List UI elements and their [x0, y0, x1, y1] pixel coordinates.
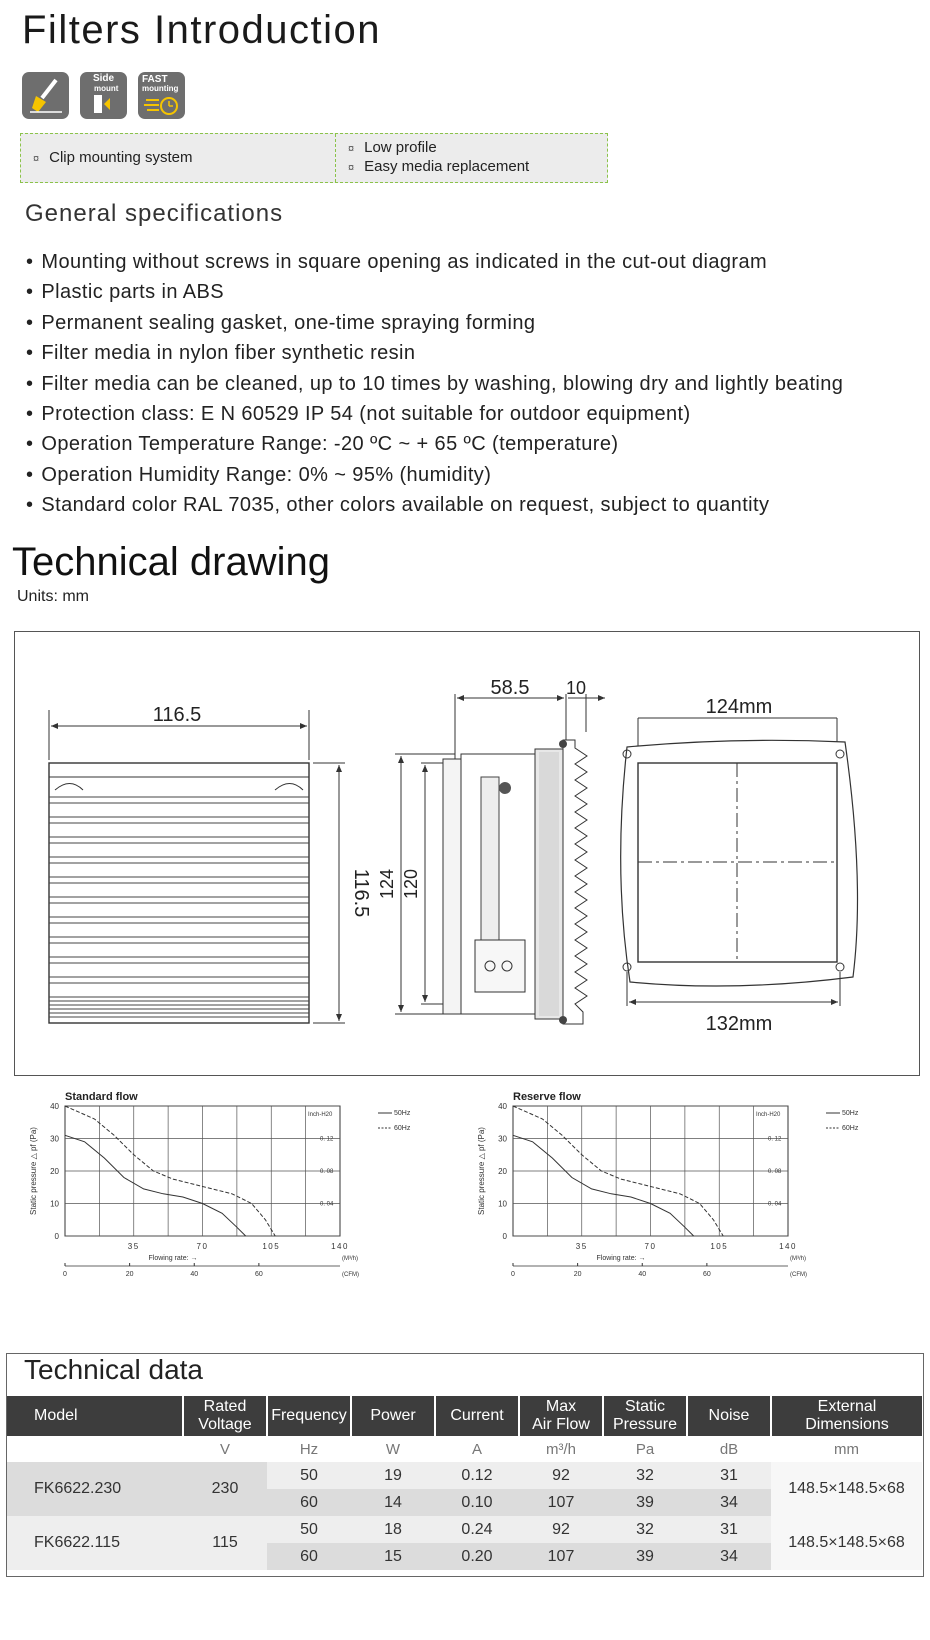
- side-mount-label: Side: [92, 73, 115, 84]
- x-unit-top: (M³/h): [342, 1256, 358, 1262]
- list-item: • Standard color RAL 7035, other colors available on request, subject to quantity: [26, 490, 843, 520]
- flow-cell: 92: [519, 1462, 603, 1489]
- col-header: Frequency: [267, 1396, 351, 1436]
- cutout-view: [621, 696, 858, 1035]
- legend-label: 60Hz: [394, 1125, 411, 1132]
- col-header: Model: [7, 1396, 183, 1436]
- cfm-tick-label: 20: [125, 1271, 134, 1278]
- y-tick-label: 0: [54, 1232, 59, 1241]
- x-unit-bottom: (CFM): [790, 1272, 807, 1278]
- y-tick-label: 40: [498, 1102, 507, 1111]
- current-cell: 0.10: [435, 1489, 519, 1516]
- x-tick-label: 105: [262, 1242, 281, 1251]
- bullet-icon: ¤: [33, 152, 40, 165]
- chart-title: Reserve flow: [513, 1091, 581, 1103]
- cutout-inner-label: 124mm: [705, 696, 773, 718]
- pressure-cell: 32: [603, 1516, 687, 1543]
- unit-cell: Pa: [603, 1436, 687, 1462]
- power-cell: 18: [351, 1516, 435, 1543]
- y-tick-label: 30: [498, 1134, 507, 1144]
- feature-item: [348, 139, 529, 158]
- series-line-50hz: [513, 1135, 694, 1236]
- x-tick-label: 35: [127, 1242, 140, 1251]
- feature-col-2: [336, 134, 541, 182]
- x-tick-label: 140: [779, 1242, 797, 1251]
- voltage-cell: 115: [183, 1516, 267, 1570]
- current-cell: 0.12: [435, 1462, 519, 1489]
- legend-label: 50Hz: [842, 1110, 859, 1117]
- chart-svg: [468, 1088, 888, 1310]
- x-tick-label: 70: [196, 1242, 209, 1251]
- freq-cell: 60: [267, 1543, 351, 1570]
- inch-tick-label: 0. 08: [768, 1169, 782, 1175]
- x-tick-label: 105: [710, 1242, 729, 1251]
- chart-title: Standard flow: [65, 1091, 138, 1103]
- list-item: • Operation Humidity Range: 0% ~ 95% (humidity): [26, 460, 843, 490]
- x-unit-top: (M³/h): [790, 1256, 806, 1262]
- inch-tick-label: 0. 08: [320, 1169, 334, 1175]
- units-row: [7, 1436, 922, 1462]
- model-cell: FK6622.115: [7, 1516, 183, 1570]
- cfm-tick-label: 20: [573, 1271, 582, 1278]
- y-tick-label: 10: [50, 1199, 59, 1209]
- col-header: Rated Voltage: [183, 1396, 267, 1436]
- front-width-label: 116.5: [152, 704, 202, 726]
- y-tick-label: 20: [50, 1167, 59, 1176]
- x-axis-label: Flowing rate: →: [148, 1255, 198, 1262]
- y-tick-label: 20: [498, 1167, 507, 1176]
- inch-tick-label: 0. 04: [768, 1201, 782, 1208]
- current-cell: 0.20: [435, 1543, 519, 1570]
- unit-cell: [7, 1436, 183, 1462]
- noise-cell: 31: [687, 1516, 771, 1543]
- technical-data-table: [7, 1396, 922, 1570]
- cfm-tick-label: 40: [190, 1271, 199, 1278]
- feature-col-1: [21, 134, 336, 182]
- feature-box: [20, 133, 608, 183]
- x-tick-label: 140: [331, 1242, 349, 1251]
- side-mount-label-2: mount: [94, 84, 119, 93]
- y-tick-label: 40: [50, 1102, 59, 1111]
- feature-item: [33, 149, 323, 168]
- inch-tick-label: 0. 04: [320, 1201, 334, 1208]
- unit-cell: dB: [687, 1436, 771, 1462]
- cfm-tick-label: 0: [63, 1271, 67, 1278]
- noise-cell: 31: [687, 1462, 771, 1489]
- side-lip-label: 10: [565, 678, 587, 698]
- bullet-icon: ¤: [348, 143, 355, 155]
- side-depth-label: 58.5: [490, 677, 530, 699]
- chart-svg: [20, 1088, 440, 1310]
- dimensions-cell: 148.5×148.5×68: [771, 1516, 922, 1570]
- cfm-tick-label: 60: [702, 1271, 711, 1278]
- unit-cell: m³/h: [519, 1436, 603, 1462]
- col-header: Power: [351, 1396, 435, 1436]
- side-view: [377, 677, 605, 1024]
- cfm-tick-label: 0: [511, 1271, 515, 1278]
- freq-cell: 50: [267, 1516, 351, 1543]
- list-item: • Protection class: E N 60529 IP 54 (not suitable for outdoor equipment): [26, 399, 843, 429]
- page-title: Filters Introduction: [22, 8, 382, 52]
- y-tick-label: 0: [502, 1232, 507, 1241]
- x-tick-label: 35: [575, 1242, 588, 1251]
- side-mount-icon: [80, 72, 127, 119]
- table-row: [7, 1516, 922, 1543]
- side-h1-label: 124: [377, 868, 397, 900]
- pressure-cell: 32: [603, 1462, 687, 1489]
- col-header: Current: [435, 1396, 519, 1436]
- power-cell: 14: [351, 1489, 435, 1516]
- inch-tick-label: 0. 12: [768, 1136, 782, 1143]
- pressure-cell: 39: [603, 1489, 687, 1516]
- unit-cell: V: [183, 1436, 267, 1462]
- side-h2-label: 120: [401, 868, 421, 900]
- freq-cell: 60: [267, 1489, 351, 1516]
- noise-cell: 34: [687, 1489, 771, 1516]
- y-axis-label: Static pressure △ pf (Pa): [477, 1127, 486, 1215]
- cfm-tick-label: 40: [638, 1271, 647, 1278]
- x-unit-bottom: (CFM): [342, 1272, 359, 1278]
- table-row: [7, 1462, 922, 1489]
- list-item: • Filter media in nylon fiber synthetic resin: [26, 338, 843, 368]
- col-header: External Dimensions: [771, 1396, 922, 1436]
- cutout-outer-label: 132mm: [705, 1013, 773, 1035]
- inch-tick-label: 0. 12: [320, 1136, 334, 1143]
- mounting-icons: [22, 72, 185, 119]
- feature-item: [348, 158, 529, 177]
- power-cell: 15: [351, 1543, 435, 1570]
- current-cell: 0.24: [435, 1516, 519, 1543]
- voltage-cell: 230: [183, 1462, 267, 1516]
- front-view: [49, 704, 372, 1023]
- freq-cell: 50: [267, 1462, 351, 1489]
- dimensions-cell: 148.5×148.5×68: [771, 1462, 922, 1516]
- power-cell: 19: [351, 1462, 435, 1489]
- flow-cell: 107: [519, 1489, 603, 1516]
- model-cell: FK6622.230: [7, 1462, 183, 1516]
- col-header: Noise: [687, 1396, 771, 1436]
- fast-label: FAST: [142, 74, 168, 85]
- unit-cell: Hz: [267, 1436, 351, 1462]
- screwdriver-icon: [22, 72, 69, 119]
- technical-drawing-title: Technical drawing: [12, 540, 330, 584]
- spec-list: [26, 247, 843, 521]
- feature-text: Clip mounting system: [49, 148, 193, 166]
- y-axis-label: Static pressure △ pf (Pa): [29, 1127, 38, 1215]
- col-header: Static Pressure: [603, 1396, 687, 1436]
- fast-mounting-icon: [138, 72, 185, 119]
- bullet-icon: ¤: [348, 162, 355, 174]
- feature-text: Low profile: [364, 139, 437, 156]
- unit-cell: A: [435, 1436, 519, 1462]
- list-item: • Operation Temperature Range: -20 ºC ~ + 65 ºC (temperature): [26, 429, 843, 459]
- y-tick-label: 10: [498, 1199, 507, 1209]
- col-header: Max Air Flow: [519, 1396, 603, 1436]
- x-axis-label: Flowing rate: →: [596, 1255, 646, 1262]
- technical-drawing: [15, 632, 919, 1075]
- legend-label: 60Hz: [842, 1125, 859, 1132]
- units-label: Units: mm: [17, 588, 89, 605]
- inch-label: Inch-H20: [308, 1112, 333, 1118]
- x-tick-label: 70: [644, 1242, 657, 1251]
- pressure-cell: 39: [603, 1543, 687, 1570]
- unit-cell: W: [351, 1436, 435, 1462]
- table-header-row: [7, 1396, 922, 1436]
- standard-flow-chart: [20, 1088, 440, 1310]
- flow-cell: 107: [519, 1543, 603, 1570]
- reserve-flow-chart: [468, 1088, 888, 1310]
- y-tick-label: 30: [50, 1134, 59, 1144]
- general-specs-title: General specifications: [25, 200, 284, 227]
- series-line-50hz: [65, 1135, 246, 1236]
- fast-label-2: mounting: [142, 84, 179, 93]
- list-item: • Filter media can be cleaned, up to 10 times by washing, blowing dry and lightly beating: [26, 369, 843, 399]
- noise-cell: 34: [687, 1543, 771, 1570]
- cfm-tick-label: 60: [254, 1271, 263, 1278]
- unit-cell: mm: [771, 1436, 922, 1462]
- feature-text: Easy media replacement: [364, 158, 530, 175]
- inch-label: Inch-H20: [756, 1112, 781, 1118]
- front-height-label: 116.5: [350, 868, 372, 918]
- legend-label: 50Hz: [394, 1110, 411, 1117]
- list-item: • Mounting without screws in square opening as indicated in the cut-out diagram: [26, 247, 843, 277]
- technical-drawing-box: [14, 631, 920, 1076]
- list-item: • Plastic parts in ABS: [26, 277, 843, 307]
- list-item: • Permanent sealing gasket, one-time spraying forming: [26, 308, 843, 338]
- flow-cell: 92: [519, 1516, 603, 1543]
- technical-data-title: Technical data: [24, 1354, 204, 1385]
